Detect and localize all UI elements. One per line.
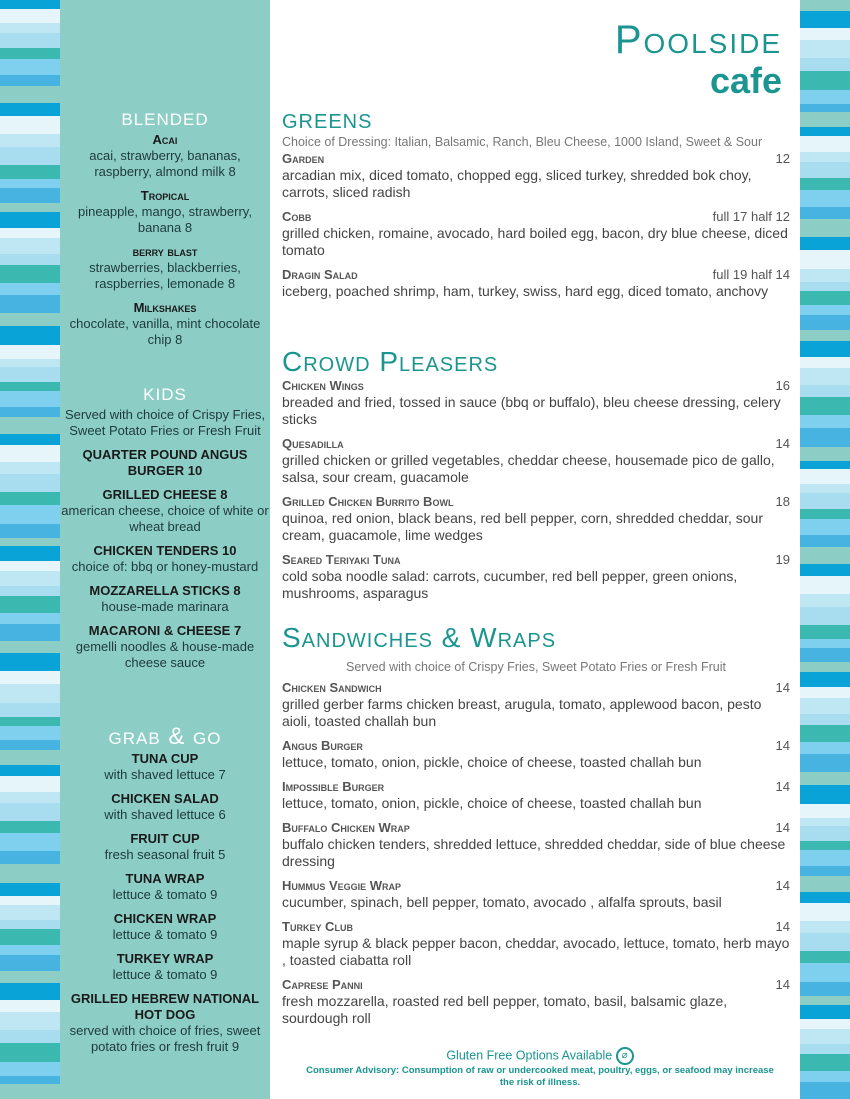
item-desc: with shaved lettuce 7	[104, 767, 226, 782]
item-name: TUNA WRAP	[125, 871, 205, 886]
item-desc: lettuce, tomato, onion, pickle, choice of cheese, toasted challah bun	[282, 795, 702, 811]
item-header	[282, 976, 790, 993]
item-price: 14	[775, 977, 790, 992]
title-line1: Poolside	[614, 18, 782, 62]
item-name: Milkshakes	[133, 300, 197, 315]
item-name: Buffalo Chicken Wrap	[282, 820, 410, 835]
sidebar-heading: blended	[121, 104, 209, 131]
menu-item	[282, 377, 790, 428]
sidebar-item	[60, 751, 270, 783]
item-price: 14	[775, 919, 790, 934]
item-price: full 17 half 12	[712, 209, 790, 224]
item-desc: fresh seasonal fruit 5	[104, 847, 226, 862]
sidebar-item	[60, 831, 270, 863]
item-desc: buffalo chicken tenders, shredded lettuce, shredded cheddar, side of blue cheese dressing	[282, 836, 786, 869]
item-desc: acai, strawberry, bananas, raspberry, almond milk 8	[89, 148, 241, 179]
sidebar-section-1	[60, 381, 270, 679]
item-header	[282, 778, 790, 795]
item-price: 19	[775, 552, 790, 567]
item-name: Hummus Veggie Wrap	[282, 878, 402, 893]
item-price: 18	[775, 494, 790, 509]
menu-item	[282, 266, 790, 300]
item-header	[282, 918, 790, 935]
item-desc: lettuce & tomato 9	[112, 927, 218, 942]
item-header	[282, 679, 790, 696]
item-header	[282, 493, 790, 510]
item-price: 16	[775, 378, 790, 393]
item-price: 14	[775, 878, 790, 893]
item-name: Grilled Chicken Burrito Bowl	[282, 494, 454, 509]
item-name: Cobb	[282, 209, 312, 224]
menu-item	[282, 551, 790, 602]
item-price: 14	[775, 738, 790, 753]
item-header	[282, 737, 790, 754]
item-desc: grilled gerber farms chicken breast, arugula, tomato, applewood bacon, pesto aioli, toasted challah bun	[282, 696, 762, 729]
sidebar-heading: kids	[143, 379, 187, 406]
decorative-stripes-right	[800, 0, 850, 1099]
item-desc: house-made marinara	[101, 599, 229, 614]
item-name: Impossible Burger	[282, 779, 385, 794]
item-name: Seared Teriyaki Tuna	[282, 552, 401, 567]
menu-item	[282, 976, 790, 1027]
item-header	[282, 819, 790, 836]
menu-section-1	[282, 347, 790, 609]
item-name: MACARONI & CHEESE 7	[88, 623, 242, 638]
item-name: Chicken Sandwich	[282, 680, 382, 695]
item-desc: with shaved lettuce 6	[104, 807, 226, 822]
item-desc: gemelli noodles & house-made cheese sauce	[75, 639, 255, 670]
item-name: QUARTER POUND ANGUS BURGER 10	[82, 447, 248, 478]
item-desc: served with choice of fries, sweet potato fries or fresh fruit 9	[69, 1023, 261, 1054]
wheat-crossed-icon: ⌀	[616, 1047, 634, 1065]
sidebar-item	[60, 583, 270, 615]
item-desc: breaded and fried, tossed in sauce (bbq or buffalo), bleu cheese dressing, celery sticks	[282, 394, 781, 427]
item-desc: chocolate, vanilla, mint chocolate chip 8	[69, 316, 261, 347]
menu-item	[282, 877, 790, 911]
item-name: Caprese Panni	[282, 977, 363, 992]
sidebar-item	[60, 300, 270, 348]
item-desc: cucumber, spinach, bell pepper, tomato, avocado , alfalfa sprouts, basil	[282, 894, 722, 910]
menu-item	[282, 679, 790, 730]
item-desc: quinoa, red onion, black beans, red bell pepper, corn, shredded cheddar, sour cream, guacamole, lime wedges	[282, 510, 763, 543]
item-desc: pineapple, mango, strawberry, banana 8	[78, 204, 252, 235]
item-name: berry blast	[132, 244, 198, 259]
item-header	[282, 551, 790, 568]
sidebar-note: Served with choice of Crispy Fries, Sweet Potato Fries or Fresh Fruit	[64, 407, 266, 438]
menu-item	[282, 150, 790, 201]
item-name: GRILLED CHEESE 8	[102, 487, 228, 502]
section-note: Served with choice of Crispy Fries, Sweet Potato Fries or Fresh Fruit	[346, 660, 726, 674]
item-header	[282, 150, 790, 167]
item-name: Quesadilla	[282, 436, 344, 451]
item-desc: grilled chicken or grilled vegetables, cheddar cheese, housemade pico de gallo, salsa, sour cream, guacamole	[282, 452, 775, 485]
item-name: MOZZARELLA STICKS 8	[89, 583, 241, 598]
menu-item	[282, 737, 790, 771]
item-name: Chicken Wings	[282, 378, 364, 393]
footer	[300, 1047, 780, 1089]
sidebar-item	[60, 991, 270, 1055]
sidebar-item	[60, 188, 270, 236]
item-desc: fresh mozzarella, roasted red bell pepper, tomato, basil, balsamic glaze, sourdough roll	[282, 993, 728, 1026]
sidebar-heading: grab & go	[108, 723, 222, 750]
item-desc: lettuce, tomato, onion, pickle, choice of cheese, toasted challah bun	[282, 754, 702, 770]
item-name: CHICKEN WRAP	[113, 911, 217, 926]
item-name: Tropical	[140, 188, 190, 203]
menu-item	[282, 435, 790, 486]
item-name: CHICKEN TENDERS 10	[93, 543, 237, 558]
item-name: TURKEY WRAP	[116, 951, 214, 966]
item-name: Garden	[282, 151, 325, 166]
section-note: Choice of Dressing: Italian, Balsamic, Ranch, Bleu Cheese, 1000 Island, Sweet & Sour	[282, 135, 763, 149]
menu-section-0	[282, 104, 790, 307]
section-heading: Crowd Pleasers	[282, 346, 499, 377]
sidebar-item	[60, 623, 270, 671]
item-desc: strawberries, blackberries, raspberries, lemonade 8	[89, 260, 241, 291]
sidebar-item	[60, 543, 270, 575]
sidebar-item	[60, 132, 270, 180]
sidebar-item	[60, 911, 270, 943]
item-price: full 19 half 14	[712, 267, 790, 282]
item-name: Acai	[152, 132, 178, 147]
sidebar-item	[60, 791, 270, 823]
decorative-stripes-left	[0, 0, 60, 1099]
menu-item	[282, 778, 790, 812]
title-line2: cafe	[709, 60, 782, 101]
item-price: 14	[775, 436, 790, 451]
sidebar-item	[60, 487, 270, 535]
menu-item	[282, 493, 790, 544]
sidebar-item	[60, 447, 270, 479]
item-desc: grilled chicken, romaine, avocado, hard boiled egg, bacon, dry blue cheese, diced tomato	[282, 225, 788, 258]
section-heading: Sandwiches & Wraps	[282, 622, 557, 653]
item-name: CHICKEN SALAD	[111, 791, 219, 806]
item-name: TUNA CUP	[131, 751, 199, 766]
item-name: Angus Burger	[282, 738, 363, 753]
item-name: GRILLED HEBREW NATIONAL HOT DOG	[70, 991, 260, 1022]
menu-section-2	[282, 623, 790, 1034]
item-header	[282, 266, 790, 283]
item-desc: choice of: bbq or honey-mustard	[71, 559, 259, 574]
item-header	[282, 377, 790, 394]
item-header	[282, 877, 790, 894]
sidebar-item	[60, 244, 270, 292]
sidebar-menu	[60, 0, 270, 1099]
cafe-title	[615, 18, 782, 100]
item-price: 14	[775, 779, 790, 794]
item-desc: maple syrup & black pepper bacon, cheddar, avocado, lettuce, tomato, herb mayo , toasted ciabatta roll	[282, 935, 790, 968]
item-price: 12	[775, 151, 790, 166]
item-desc: lettuce & tomato 9	[112, 967, 218, 982]
item-name: Dragin Salad	[282, 267, 358, 282]
sidebar-item	[60, 871, 270, 903]
item-desc: arcadian mix, diced tomato, chopped egg, sliced turkey, shredded bok choy, carrots, sliced radish	[282, 167, 752, 200]
item-header	[282, 208, 790, 225]
item-name: Turkey Club	[282, 919, 353, 934]
item-desc: iceberg, poached shrimp, ham, turkey, swiss, hard egg, diced tomato, anchovy	[282, 283, 769, 299]
sidebar-section-2	[60, 725, 270, 1063]
item-header	[282, 435, 790, 452]
sidebar-item	[60, 951, 270, 983]
gluten-free-note: Gluten Free Options Available	[446, 1048, 613, 1063]
item-price: 14	[775, 820, 790, 835]
item-desc: lettuce & tomato 9	[112, 887, 218, 902]
item-price: 14	[775, 680, 790, 695]
menu-item	[282, 208, 790, 259]
item-desc: american cheese, choice of white or wheat bread	[61, 503, 269, 534]
item-desc: cold soba noodle salad: carrots, cucumber, red bell pepper, green onions, mushrooms, asparagus	[282, 568, 738, 601]
item-name: FRUIT CUP	[130, 831, 200, 846]
consumer-advisory: Consumer Advisory: Consumption of raw or undercooked meat, poultry, eggs, or seafood may increase the risk of illness.	[306, 1065, 774, 1088]
sidebar-section-0	[60, 106, 270, 356]
menu-item	[282, 819, 790, 870]
menu-item	[282, 918, 790, 969]
section-heading: greens	[282, 103, 373, 134]
